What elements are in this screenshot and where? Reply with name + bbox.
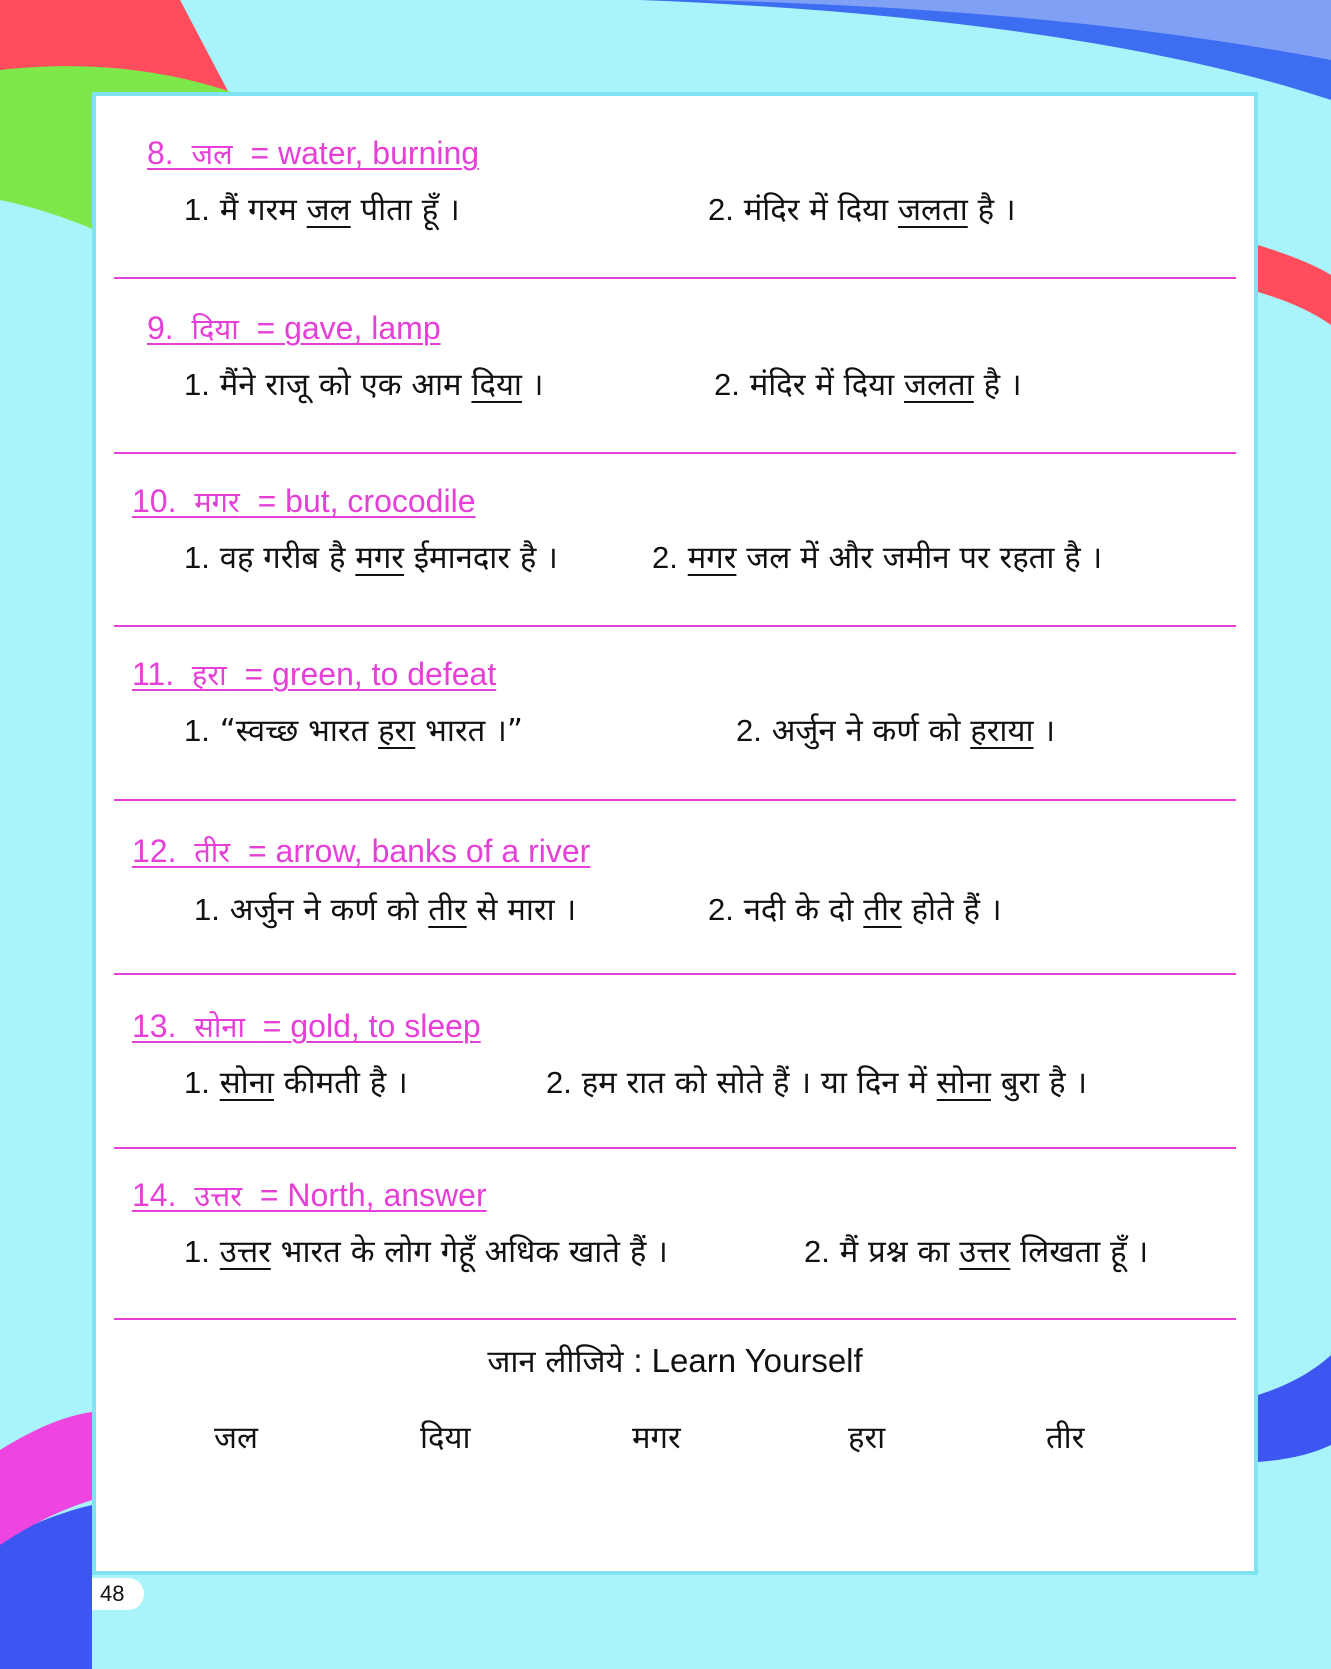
entry-heading: 11. हरा = green, to defeat xyxy=(132,656,497,692)
learn-word: हरा xyxy=(848,1420,886,1456)
example-sentence-2: 2. मंदिर में दिया जलता है । xyxy=(714,367,1022,403)
divider xyxy=(114,1147,1236,1149)
example-sentence-2: 2. हम रात को सोते हैं । या दिन में सोना बुरा है । xyxy=(546,1065,1088,1101)
example-sentence-2: 2. मगर जल में और जमीन पर रहता है । xyxy=(652,540,1103,576)
entry-heading: 12. तीर = arrow, banks of a river xyxy=(132,833,591,869)
divider xyxy=(114,452,1236,454)
entry-heading: 9. दिया = gave, lamp xyxy=(147,310,441,346)
example-sentence-1: 1. मैंने राजू को एक आम दिया । xyxy=(184,367,544,403)
example-sentence-1: 1. उत्तर भारत के लोग गेहूँ अधिक खाते हैं । xyxy=(184,1234,668,1270)
learn-yourself-title: जान लीजिये : Learn Yourself xyxy=(487,1342,863,1380)
example-sentence-2: 2. अर्जुन ने कर्ण को हराया । xyxy=(736,713,1056,749)
divider xyxy=(114,799,1236,801)
divider xyxy=(114,625,1236,627)
entry-heading: 8. जल = water, burning xyxy=(147,135,480,171)
example-sentence-1: 1. मैं गरम जल पीता हूँ । xyxy=(184,192,460,228)
entry-heading: 10. मगर = but, crocodile xyxy=(132,483,476,519)
example-sentence-1: 1. “स्वच्छ भारत हरा भारत ।” xyxy=(184,713,523,749)
entry-heading: 13. सोना = gold, to sleep xyxy=(132,1008,481,1044)
example-sentence-1: 1. वह गरीब है मगर ईमानदार है । xyxy=(184,540,558,576)
example-sentence-1: 1. सोना कीमती है । xyxy=(184,1065,408,1101)
example-sentence-2: 2. मंदिर में दिया जलता है । xyxy=(708,192,1016,228)
example-sentence-1: 1. अर्जुन ने कर्ण को तीर से मारा । xyxy=(194,892,577,928)
example-sentence-2: 2. मैं प्रश्न का उत्तर लिखता हूँ । xyxy=(804,1234,1149,1270)
divider xyxy=(114,277,1236,279)
learn-word: दिया xyxy=(420,1420,471,1456)
entry-heading: 14. उत्तर = North, answer xyxy=(132,1177,487,1213)
content-panel xyxy=(92,92,1258,1575)
divider xyxy=(114,973,1236,975)
learn-word: जल xyxy=(214,1420,259,1456)
divider xyxy=(114,1318,1236,1320)
example-sentence-2: 2. नदी के दो तीर होते हैं । xyxy=(708,892,1002,928)
learn-word: मगर xyxy=(632,1420,681,1456)
learn-word: तीर xyxy=(1046,1420,1085,1456)
page-number: 48 xyxy=(92,1578,144,1610)
